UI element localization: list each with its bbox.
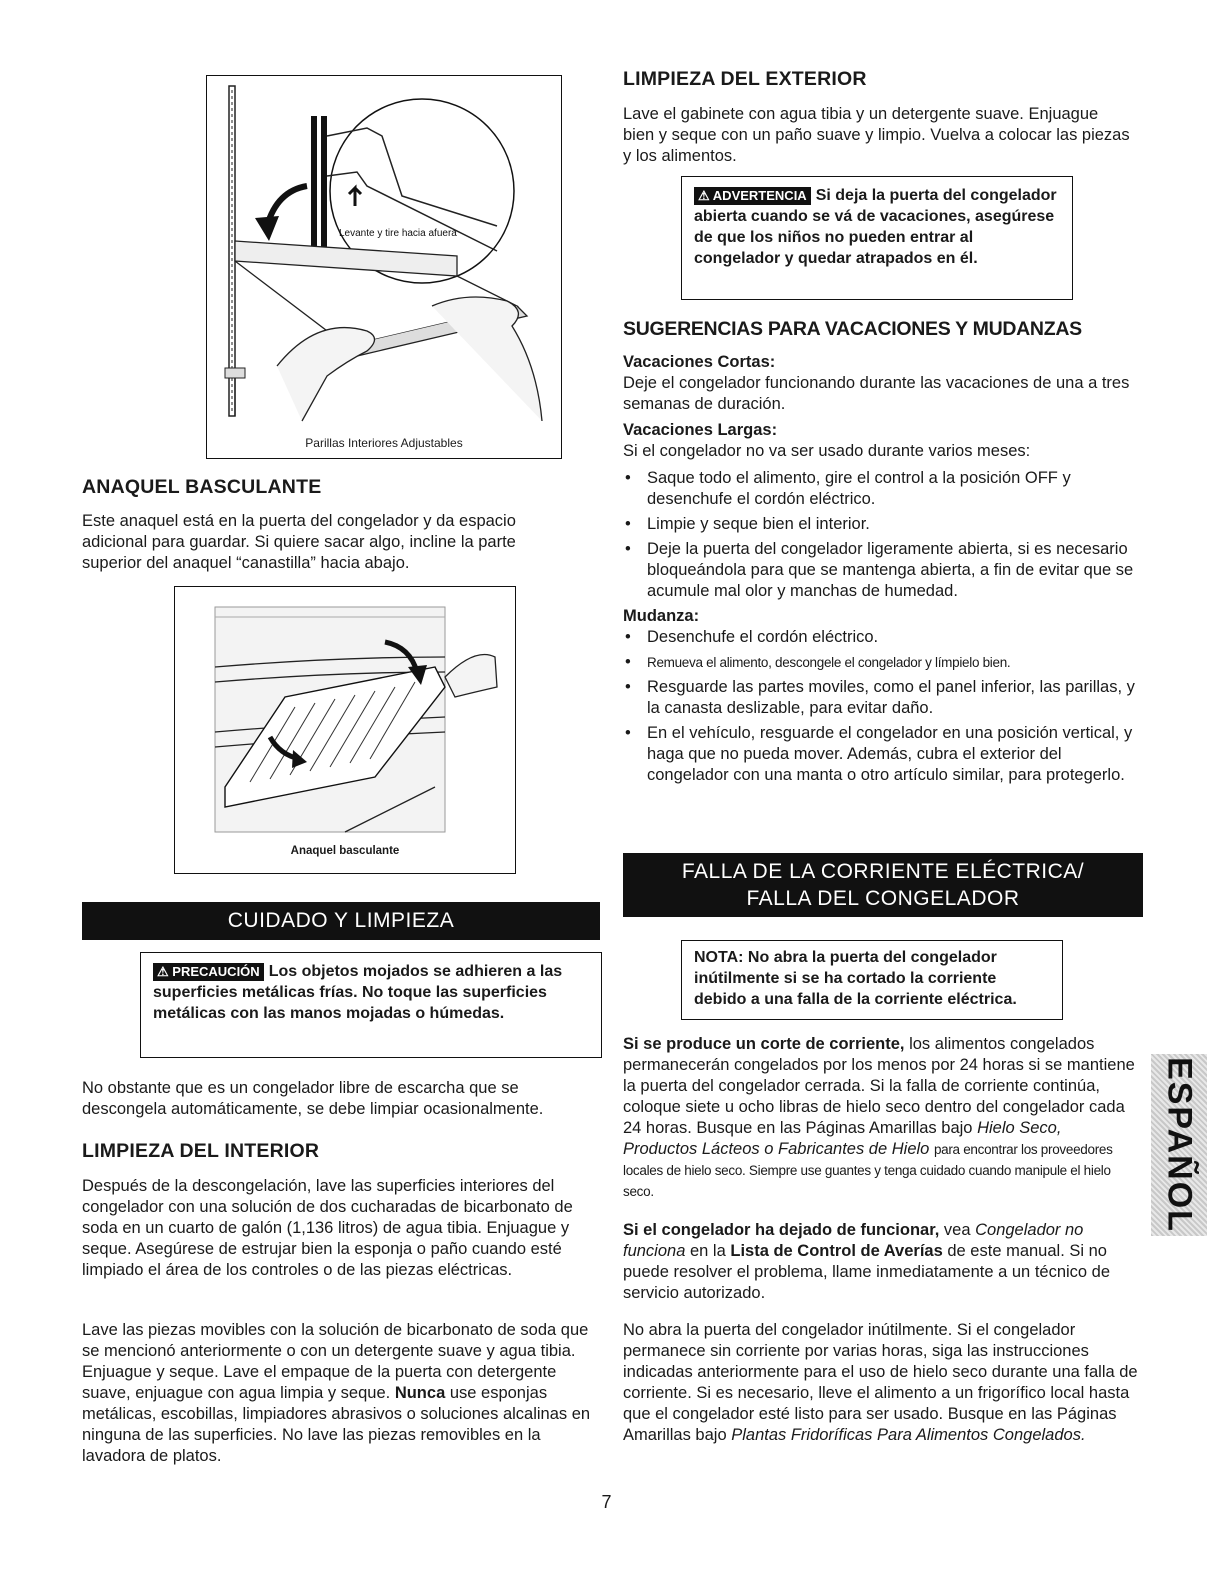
exterior-title: LIMPIEZA DEL EXTERIOR bbox=[623, 68, 867, 90]
falla-banner-line1: FALLA DE LA CORRIENTE ELÉCTRICA/ bbox=[681, 860, 1085, 883]
dejado-paragraph: Si el congelador ha dejado de funcionar, vea Congelador no funciona en la Lista de Control de Averías de este manual. Si no puede resolver el problema, llame inmediatamente a un técnico de servicio autorizado. bbox=[623, 1221, 1111, 1302]
interior-p1: Después de la descongelación, lave las superficies interiores del congelador con una solución de dos cucharadas de bicarbonato de soda en un cuarto de galón (1,136 litros) de agua tibia. Enjuague y seque. Asegúrese de estrujar bien la esponja o paño cuando esté limpiado el área de los controles o de las piezas eléctricas. bbox=[82, 1177, 573, 1279]
tilt-shelf-illustration bbox=[175, 587, 515, 847]
interior-p2: Lave las piezas movibles con la solución de bicarbonato de soda que se mencionó anteriormente o con un detergente suave y agua tibia. Enjuague y seque. Lave el empaque de la puerta con detergente suave, enjuague con agua limpia y seque. Nunca use esponjas metálicas, escobillas, limpiadores abrasivos o soluciones alcalinas en ninguna de las superficies. No lave las piezas removibles en la lavadora de platos. bbox=[82, 1321, 591, 1465]
precaucion-text: Los objetos mojados se adhieren a las superficies metálicas frías. No toque las superficies metálicas con las manos mojadas o húmedas. bbox=[153, 963, 563, 1022]
left-hand bbox=[277, 328, 375, 421]
precaucion-box bbox=[140, 952, 602, 1058]
precaucion-tag: ⚠ PRECAUCIÓN bbox=[153, 963, 264, 981]
largas-list bbox=[623, 468, 1143, 602]
list-item: • Saque todo el alimento, gire el control a la posición OFF y desenchufe el cordón eléctrico. bbox=[623, 468, 1143, 510]
advertencia-text: Si deja la puerta del congelador abierta cuando se vá de vacaciones, asegúrese de que los niños no pueden entrar al congelador y quedar atrapados en él. bbox=[694, 187, 1057, 267]
list-item: • Remueva el alimento, descongele el congelador y límpielo bien. bbox=[623, 652, 1143, 673]
cortas-title: Vacaciones Cortas: bbox=[623, 353, 776, 371]
anaquel-title: ANAQUEL BASCULANTE bbox=[82, 476, 322, 498]
nota-box bbox=[681, 940, 1063, 1020]
mudanza-list bbox=[623, 627, 1143, 786]
advertencia-tag: ⚠ ADVERTENCIA bbox=[694, 187, 811, 205]
sugerencias-title: SUGERENCIAS PARA VACACIONES Y MUDANZAS bbox=[623, 318, 1082, 340]
exterior-text: Lave el gabinete con agua tibia y un detergente suave. Enjuague bien y seque con un paño suave y limpio. Vuelva a colocar las piezas y los alimentos. bbox=[623, 105, 1130, 165]
shelf-illustration bbox=[207, 76, 561, 431]
language-tab-label: ESPAÑOL bbox=[1160, 1057, 1199, 1233]
no-obstante-text: No obstante que es un congelador libre de escarcha que se descongela automáticamente, se debe limpiar ocasionalmente. bbox=[82, 1079, 544, 1118]
advertencia-box bbox=[681, 176, 1073, 300]
list-item: • Desenchufe el cordón eléctrico. bbox=[623, 627, 1143, 648]
list-item: • Deje la puerta del congelador ligeramente abierta, si es necesario bloqueándola para que se mantenga abierta, a fin de evitar que se acumule mal olor y manchas de humedad. bbox=[623, 539, 1143, 602]
vacaciones-section bbox=[623, 352, 1143, 790]
figure-tilt-shelf bbox=[174, 586, 516, 874]
falla-banner-line2: FALLA DEL CONGELADOR bbox=[746, 887, 1020, 910]
cortas-text: Deje el congelador funcionando durante las vacaciones de una a tres semanas de duración. bbox=[623, 374, 1130, 413]
list-item: • Resguarde las partes moviles, como el panel inferior, las parillas, y la canasta deslizable, para evitar daño. bbox=[623, 677, 1143, 719]
noabra-paragraph: No abra la puerta del congelador inútilmente. Si el congelador permanece sin corriente por varias horas, siga las instrucciones indicadas anteriormente para el uso de hielo seco durante una falla de corriente. Si es necesario, lleve el alimento a un frigorífico local hasta que el congelador esté listo para ser usado. Busque en las Páginas Amarillas bajo Plantas Fridoríficas Para Alimentos Congelados. bbox=[623, 1321, 1138, 1444]
interior-title: LIMPIEZA DEL INTERIOR bbox=[82, 1140, 320, 1162]
hand bbox=[445, 655, 497, 698]
anaquel-text: Este anaquel está en la puerta del congelador y da espacio adicional para guardar. Si quiere sacar algo, incline la parte superior del anaquel “canastilla” hacia abajo. bbox=[82, 512, 516, 572]
cuidado-banner: CUIDADO Y LIMPIEZA bbox=[82, 902, 600, 940]
corte-paragraph: Si se produce un corte de corriente, los alimentos congelados permanecerán congelados por los menos por 24 horas si se mantiene la puerta del congelador cerrada. Si la falla de corriente continúa, coloque siete u ocho libras de hielo seco dentro del congelador cada 24 horas. Busque en las Páginas Amarillas bajo Hielo Seco, Productos Lácteos o Fabricantes de Hielo para encontrar los proveedores locales de hielo seco. Siempre use guantes y tenga cuidado cuando manipule el hielo seco. bbox=[623, 1035, 1135, 1199]
largas-title: Vacaciones Largas: bbox=[623, 421, 778, 439]
lift-label: Levante y tire hacia afuera bbox=[339, 228, 457, 239]
language-tab bbox=[1151, 1054, 1207, 1236]
page-number: 7 bbox=[601, 1492, 612, 1512]
figure-adjustable-shelves bbox=[206, 75, 562, 459]
list-item: • Limpie y seque bien el interior. bbox=[623, 514, 1143, 535]
list-item: • En el vehículo, resguarde el congelador en una posición vertical, y haga que no pueda mover. Además, cubra el exterior del congelador con una manta o otro artículo similar, para protegerlo. bbox=[623, 723, 1143, 786]
falla-banner bbox=[623, 853, 1143, 917]
mudanza-title: Mudanza: bbox=[623, 607, 700, 625]
figure2-caption: Anaquel basculante bbox=[290, 845, 400, 857]
largas-text: Si el congelador no va ser usado durante varios meses: bbox=[623, 442, 1031, 460]
figure1-caption: Parillas Interiores Adjustables bbox=[305, 436, 463, 450]
nota-text: NOTA: No abra la puerta del congelador inútilmente si se ha cortado la corriente debido a una falla de la corriente eléctrica. bbox=[694, 949, 1017, 1008]
